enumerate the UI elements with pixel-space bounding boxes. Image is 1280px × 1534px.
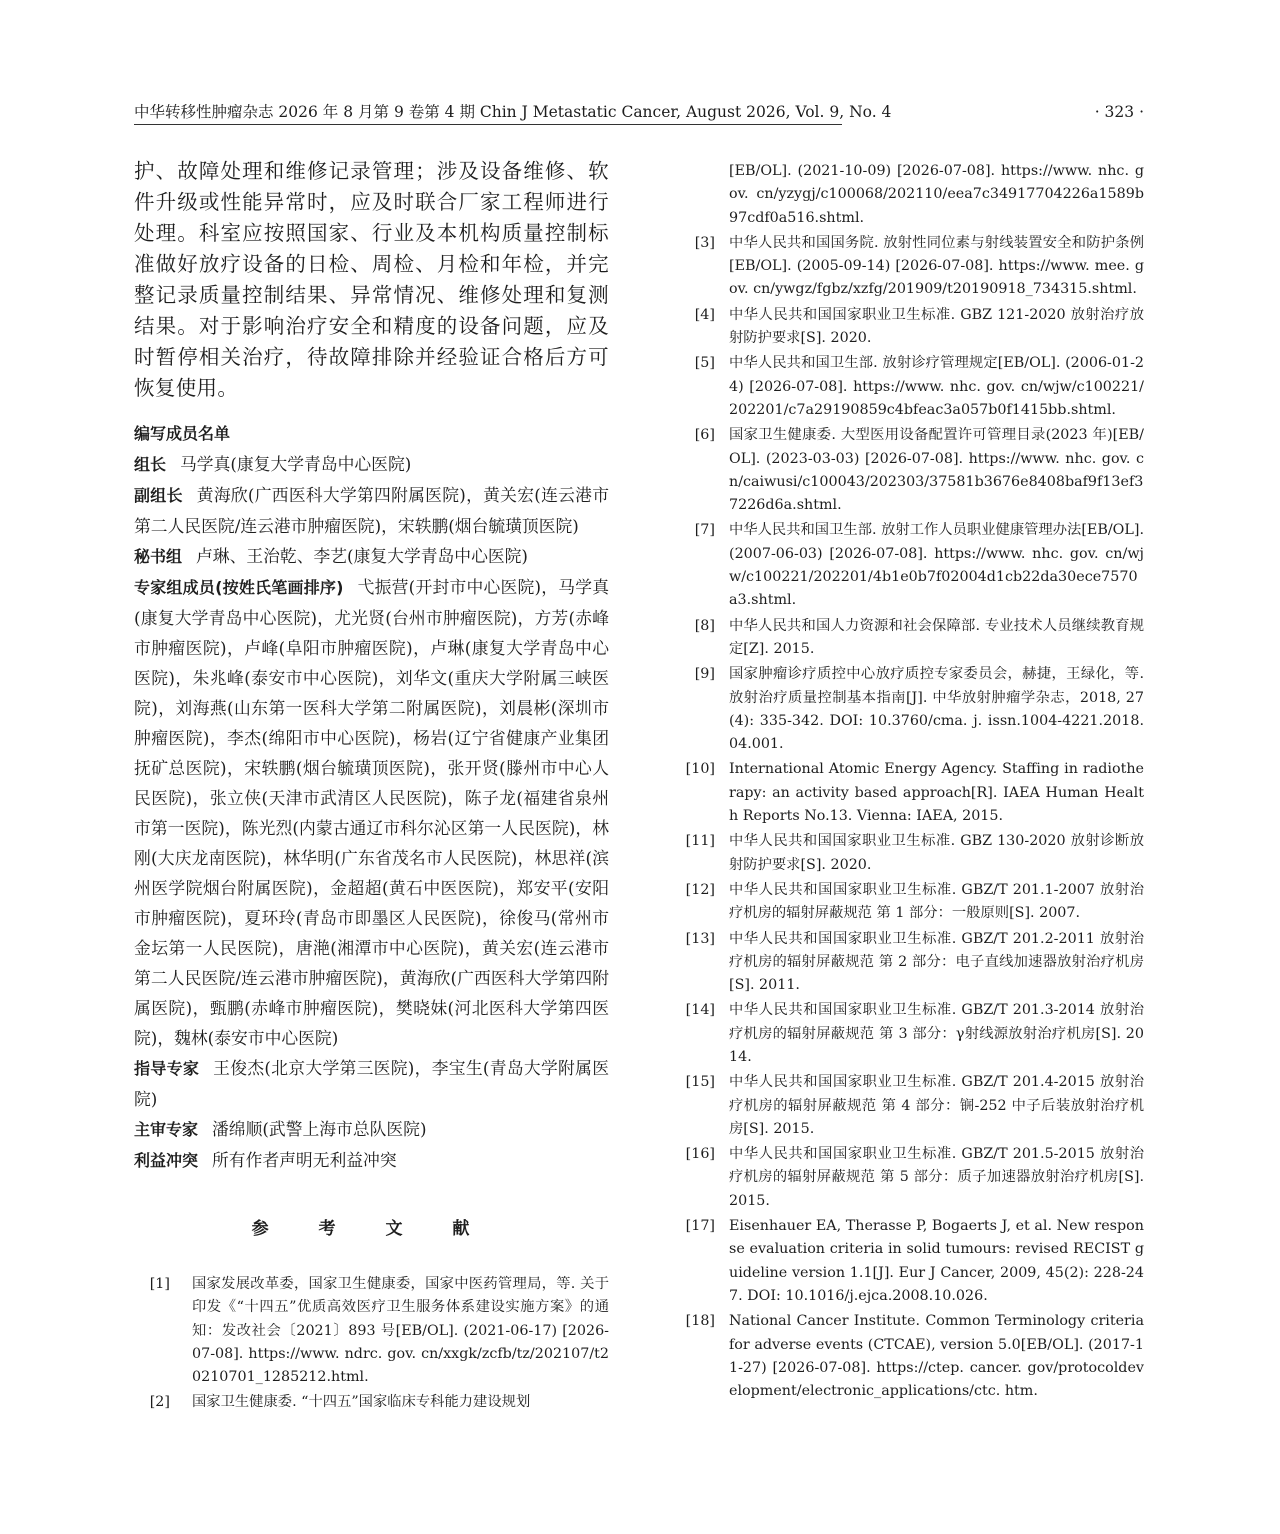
reference-text: National Cancer Institute. Common Terminology criteria for adverse events (CTCAE), version 5.0[EB/OL]. (2017-11-27) [2026-07-08]. https://ctep. cancer. gov/protocoldevelopment/electronic_applications/ctc. htm.	[729, 1313, 1144, 1400]
reference-text: 中华人民共和国国家职业卫生标准. GBZ 130-2020 放射诊断放射防护要求[S]. 2020.	[729, 833, 1144, 873]
body-text: 护、故障处理和维修记录管理；涉及设备维修、软件升级或性能异常时，应及时联合厂家工程师进行处理。科室应按照国家、行业及本机构质量控制标准做好放疗设备的日检、周检、月检和年检，并完整记录质量控制结果、异常情况、维修处理和复测结果。对于影响治疗安全和精度的设备问题，应及时暂停相关治疗，待故障排除并经验证合格后方可恢复使用。	[134, 159, 609, 400]
references-title: 参 考 文 献	[251, 1219, 492, 1239]
reference-number: [5]	[694, 355, 715, 372]
reference-number: [6]	[694, 427, 715, 444]
left-column	[134, 156, 609, 1417]
secretary-entry	[134, 541, 609, 572]
reference-text: 中华人民共和国卫生部. 放射诊疗管理规定[EB/OL]. (2006-01-24) [2026-07-08]. https://www. nhc. gov. cn/wjw/c100221/202201/c7a29190859c4bfeac3a057b0f1415bb.shtml.	[729, 355, 1144, 418]
vice-text: 黄海欣(广西医科大学第四附属医院)，黄关宏(连云港市第二人民医院/连云港市肿瘤医院)，宋轶鹏(烟台毓璜顶医院)	[134, 485, 609, 536]
reference-item	[677, 1215, 1144, 1308]
reference-item	[134, 1273, 609, 1389]
leader-text: 马学真(康复大学青岛中心医院)	[180, 454, 412, 474]
reference-number: [10]	[685, 761, 715, 778]
reference-number: [15]	[685, 1074, 715, 1091]
reference-text: 中华人民共和国国家职业卫生标准. GBZ/T 201.5-2015 放射治疗机房的辐射屏蔽规范 第 5 部分：质子加速器放射治疗机房[S]. 2015.	[729, 1146, 1144, 1209]
reference-number: [13]	[685, 930, 715, 947]
reference-item	[677, 519, 1144, 612]
reference-text: 中华人民共和国国家职业卫生标准. GBZ/T 201.4-2015 放射治疗机房的辐射屏蔽规范 第 4 部分：锎-252 中子后装放射治疗机房[S]. 2015.	[729, 1074, 1144, 1137]
reference-item	[677, 424, 1144, 517]
reference-number: [4]	[694, 306, 715, 323]
reference-item	[677, 1071, 1144, 1141]
members-heading: 编写成员名单	[134, 424, 231, 443]
vice-entry	[134, 480, 609, 541]
reference-text: 中华人民共和国人力资源和社会保障部. 专业技术人员继续教育规定[Z]. 2015.	[729, 617, 1144, 657]
reference-text: 中华人民共和国国家职业卫生标准. GBZ/T 201.2-2011 放射治疗机房的辐射屏蔽规范 第 2 部分：电子直线加速器放射治疗机房[S]. 2011.	[729, 930, 1144, 994]
reference-text: 国家卫生健康委. 大型医用设备配置许可管理目录(2023 年)[EB/OL]. (2023-03-03) [2026-07-08]. https://www. nhc. gov. cn/caiwusi/c100043/202303/37581b3676e8408baf9f13ef37226d6a.shtml.	[729, 427, 1144, 514]
reference-text: 中华人民共和国卫生部. 放射工作人员职业健康管理办法[EB/OL]. (2007-06-03) [2026-07-08]. https://www. nhc. gov. cn/wjw/c100221/202201/4b1e0b7f02004d1cb22da30ece7570a3.shtml.	[729, 522, 1144, 609]
guidance-entry	[134, 1053, 609, 1114]
reference-text: 中华人民共和国国家职业卫生标准. GBZ/T 201.1-2007 放射治疗机房的辐射屏蔽规范 第 1 部分：一般原则[S]. 2007.	[729, 881, 1144, 922]
reference-number: [8]	[694, 617, 715, 634]
reference-item	[677, 663, 1144, 756]
chief-entry	[134, 1114, 609, 1145]
reference-item	[677, 999, 1144, 1069]
reference-item	[677, 928, 1144, 998]
journal-header: 中华转移性肿瘤杂志 2026 年 8 月第 9 卷第 4 期 Chin J Metastatic Cancer, August 2026, Vol. 9, No. 4	[134, 103, 892, 121]
reference-number: [16]	[685, 1146, 715, 1163]
leader-entry	[134, 449, 609, 480]
members-section	[134, 418, 609, 1176]
conflict-text: 所有作者声明无利益冲突	[212, 1150, 397, 1170]
reference-item	[134, 1391, 609, 1414]
vice-role: 副组长	[134, 486, 183, 505]
reference-item	[677, 1143, 1144, 1213]
reference-item	[677, 232, 1144, 302]
reference-number: [2]	[149, 1394, 170, 1411]
reference-item	[677, 304, 1144, 351]
reference-number: [17]	[685, 1218, 715, 1235]
conflict-entry	[134, 1145, 609, 1176]
reference-item	[677, 879, 1144, 926]
experts-role: 专家组成员(按姓氏笔画排序)	[134, 578, 344, 597]
reference-item	[677, 615, 1144, 662]
reference-text: Eisenhauer EA, Therasse P, Bogaerts J, et al. New response evaluation criteria in solid tumours: revised RECIST guideline version 1.1[J]. Eur J Cancer, 2009, 45(2): 228-247. DOI: 10.1016/j.ejca.2008.10.026.	[729, 1218, 1144, 1304]
reference-number: [7]	[694, 522, 715, 539]
secretary-role: 秘书组	[134, 547, 183, 566]
chief-text: 潘绵顺(武警上海市总队医院)	[212, 1119, 427, 1139]
reference-number: [3]	[694, 234, 715, 251]
reference-item	[677, 1310, 1144, 1403]
reference-text: International Atomic Energy Agency. Staffing in radiotherapy: an activity based approach[R]. IAEA Human Health Reports No.13. Vienna: IAEA, 2015.	[729, 761, 1144, 825]
guidance-text: 王俊杰(北京大学第三医院)，李宝生(青岛大学附属医院)	[134, 1058, 609, 1109]
reference-text: 国家肿瘤诊疗质控中心放疗质控专家委员会，赫捷，王绿化，等. 放射治疗质量控制基本指南[J]. 中华放射肿瘤学杂志，2018, 27(4): 335-342. DOI: 10.3760/cma. j. issn.1004-4221.2018.04.001.	[729, 666, 1144, 753]
reference-text: 国家卫生健康委. “十四五”国家临床专科能力建设规划	[192, 1394, 531, 1411]
reference-number: [12]	[685, 881, 715, 898]
right-column	[677, 160, 1144, 1405]
reference-text: 中华人民共和国国家职业卫生标准. GBZ 121-2020 放射治疗放射防护要求[S]. 2020.	[729, 306, 1144, 347]
reference-number: [9]	[694, 666, 715, 683]
reference-number: [18]	[685, 1313, 715, 1330]
reference-text: 中华人民共和国国家职业卫生标准. GBZ/T 201.3-2014 放射治疗机房的辐射屏蔽规范 第 3 部分：γ射线源放射治疗机房[S]. 2014.	[729, 1002, 1144, 1065]
reference-item	[677, 160, 1144, 230]
guidance-role: 指导专家	[134, 1059, 200, 1078]
chief-role: 主审专家	[134, 1120, 199, 1139]
header-rule	[134, 124, 842, 125]
leader-role: 组长	[134, 455, 167, 474]
reference-number: [11]	[685, 833, 715, 850]
references-list-right	[677, 160, 1144, 1403]
running-header	[134, 101, 1144, 125]
reference-number: [1]	[149, 1276, 170, 1292]
experts-entry	[134, 572, 609, 1053]
reference-text: 国家发展改革委，国家卫生健康委，国家中医药管理局，等. 关于印发《“十四五”优质高效医疗卫生服务体系建设实施方案》的通知：发改社会〔2021〕893 号[EB/OL]. (2021-06-17) [2026-07-08]. https://www. ndrc. gov. cn/xxgk/zcfb/tz/202107/t20210701_1285212.html.	[192, 1276, 609, 1386]
conflict-role: 利益冲突	[134, 1151, 199, 1170]
body-paragraph	[134, 156, 609, 404]
reference-text: 中华人民共和国国务院. 放射性同位素与射线装置安全和防护条例[EB/OL]. (2005-09-14) [2026-07-08]. https://www. mee. gov. cn/ywgz/fgbz/xzfg/201909/t20190918_734315.shtml.	[729, 234, 1144, 298]
reference-text: [EB/OL]. (2021-10-09) [2026-07-08]. https://www. nhc. gov. cn/yzygj/c100068/202110/eea7c34917704226a1589b97cdf0a516.shtml.	[729, 163, 1144, 226]
reference-item	[677, 352, 1144, 422]
reference-number: [14]	[685, 1002, 715, 1019]
reference-item	[677, 758, 1144, 828]
reference-item	[677, 830, 1144, 877]
page-number: · 323 ·	[1094, 103, 1144, 121]
secretary-text: 卢琳、王治乾、李艺(康复大学青岛中心医院)	[196, 546, 528, 566]
experts-text: 弋振营(开封市中心医院)，马学真(康复大学青岛中心医院)，尤光贤(台州市肿瘤医院)，方芳(赤峰市肿瘤医院)，卢峰(阜阳市肿瘤医院)，卢琳(康复大学青岛中心医院)，朱兆峰(泰安市中心医院)，刘华文(重庆大学附属三峡医院)，刘海燕(山东第一医科大学第二附属医院)，刘晨彬(深圳市肿瘤医院)，李杰(绵阳市中心医院)，杨岩(辽宁省健康产业集团抚矿总医院)，宋轶鹏(烟台毓璜顶医院)，张开贤(滕州市中心人民医院)，张立侠(天津市武清区人民医院)，陈子龙(福建省泉州市第一医院)，陈光烈(内蒙古通辽市科尔沁区第一人民医院)，林刚(大庆龙南医院)，林华明(广东省茂名市人民医院)，林思祥(滨州医学院烟台附属医院)，金超超(黄石中医医院)，郑安平(安阳市肿瘤医院)，夏环玲(青岛市即墨区人民医院)，徐俊马(常州市金坛第一人民医院)，唐滟(湘潭市中心医院)，黄关宏(连云港市第二人民医院/连云港市肿瘤医院)，黄海欣(广西医科大学第四附属医院)，甄鹏(赤峰市肿瘤医院)，樊晓妹(河北医科大学第四医院)，魏林(泰安市中心医院)	[134, 577, 609, 1048]
references-list-left	[134, 1273, 609, 1415]
